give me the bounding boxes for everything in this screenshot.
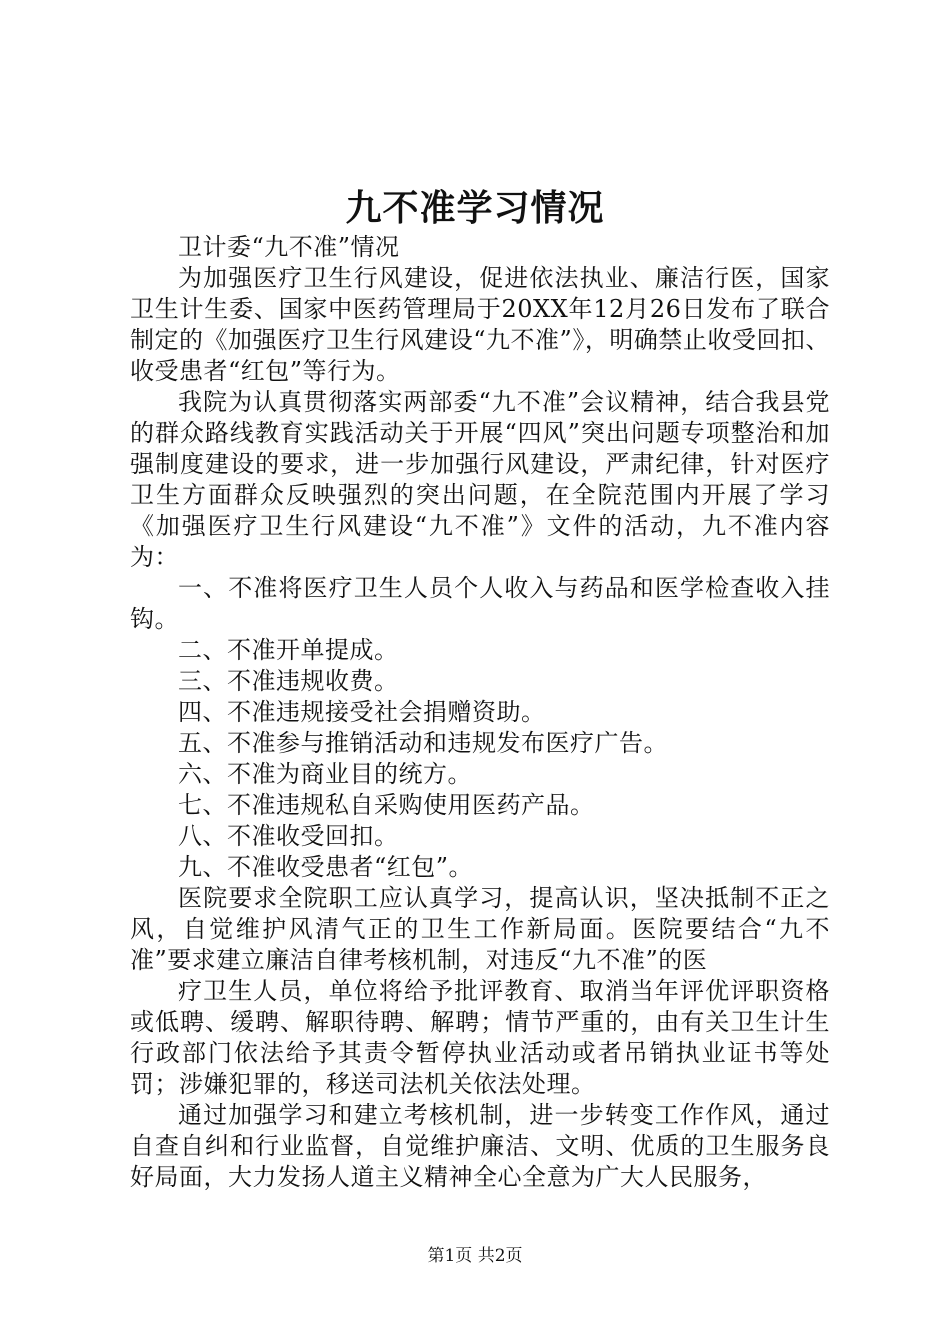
document-body: [130, 232, 830, 1193]
rule-item-3: 三、不准违规收费。: [178, 667, 399, 695]
rule-item-7: 七、不准违规私自采购使用医药产品。: [178, 791, 595, 819]
rule-item-9: 九、不准收受患者“红包”。: [178, 853, 474, 881]
page-footer: 第1页 共2页: [427, 1246, 523, 1266]
rule-item-5: 五、不准参与推销活动和违规发布医疗广告。: [178, 729, 668, 757]
rule-item-1: 一、不准将医疗卫生人员个人收入与药品和医学检查收入挂钩。: [130, 574, 830, 633]
paragraph-conclusion: 通过加强学习和建立考核机制，进一步转变工作作风，通过自查自纠和行业监督，自觉维护廉洁、文明、优质的卫生服务良好局面，大力发扬人道主义精神全心全意为广大人民服务，: [130, 1101, 830, 1191]
paragraph-penalty: 疗卫生人员，单位将给予批评教育、取消当年评优评职资格或低聘、缓聘、解职待聘、解聘；情节严重的，由有关卫生计生行政部门依法给予其责令暂停执业活动或者吊销执业证书等处罚；涉嫌犯罪的，移送司法机关依法处理。: [130, 977, 830, 1098]
rule-item-2: 二、不准开单提成。: [178, 636, 399, 664]
paragraph-subtitle: 卫计委“九不准”情况: [178, 233, 400, 261]
rule-item-4: 四、不准违规接受社会捐赠资助。: [178, 698, 546, 726]
paragraph-activity: 我院为认真贯彻落实两部委“九不准”会议精神，结合我县党的群众路线教育实践活动关于开展“四风”突出问题专项整治和加强制度建设的要求，进一步加强行风建设，严肃纪律，针对医疗卫生方面群众反映强烈的突出问题，在全院范围内开展了学习《加强医疗卫生行风建设“九不准”》文件的活动，九不准内容为：: [130, 388, 830, 571]
document-title: 九不准学习情况: [345, 187, 605, 229]
rule-item-8: 八、不准收受回扣。: [178, 822, 399, 850]
paragraph-requirement: 医院要求全院职工应认真学习，提高认识，坚决抵制不正之风，自觉维护风清气正的卫生工作新局面。医院要结合“九不准”要求建立廉洁自律考核机制，对违反“九不准”的医: [130, 884, 830, 974]
rule-item-6: 六、不准为商业目的统方。: [178, 760, 472, 788]
paragraph-intro: 为加强医疗卫生行风建设，促进依法执业、廉洁行医，国家卫生计生委、国家中医药管理局于20XX年12月26日发布了联合制定的《加强医疗卫生行风建设“九不准”》，明确禁止收受回扣、收受患者“红包”等行为。: [130, 264, 830, 385]
